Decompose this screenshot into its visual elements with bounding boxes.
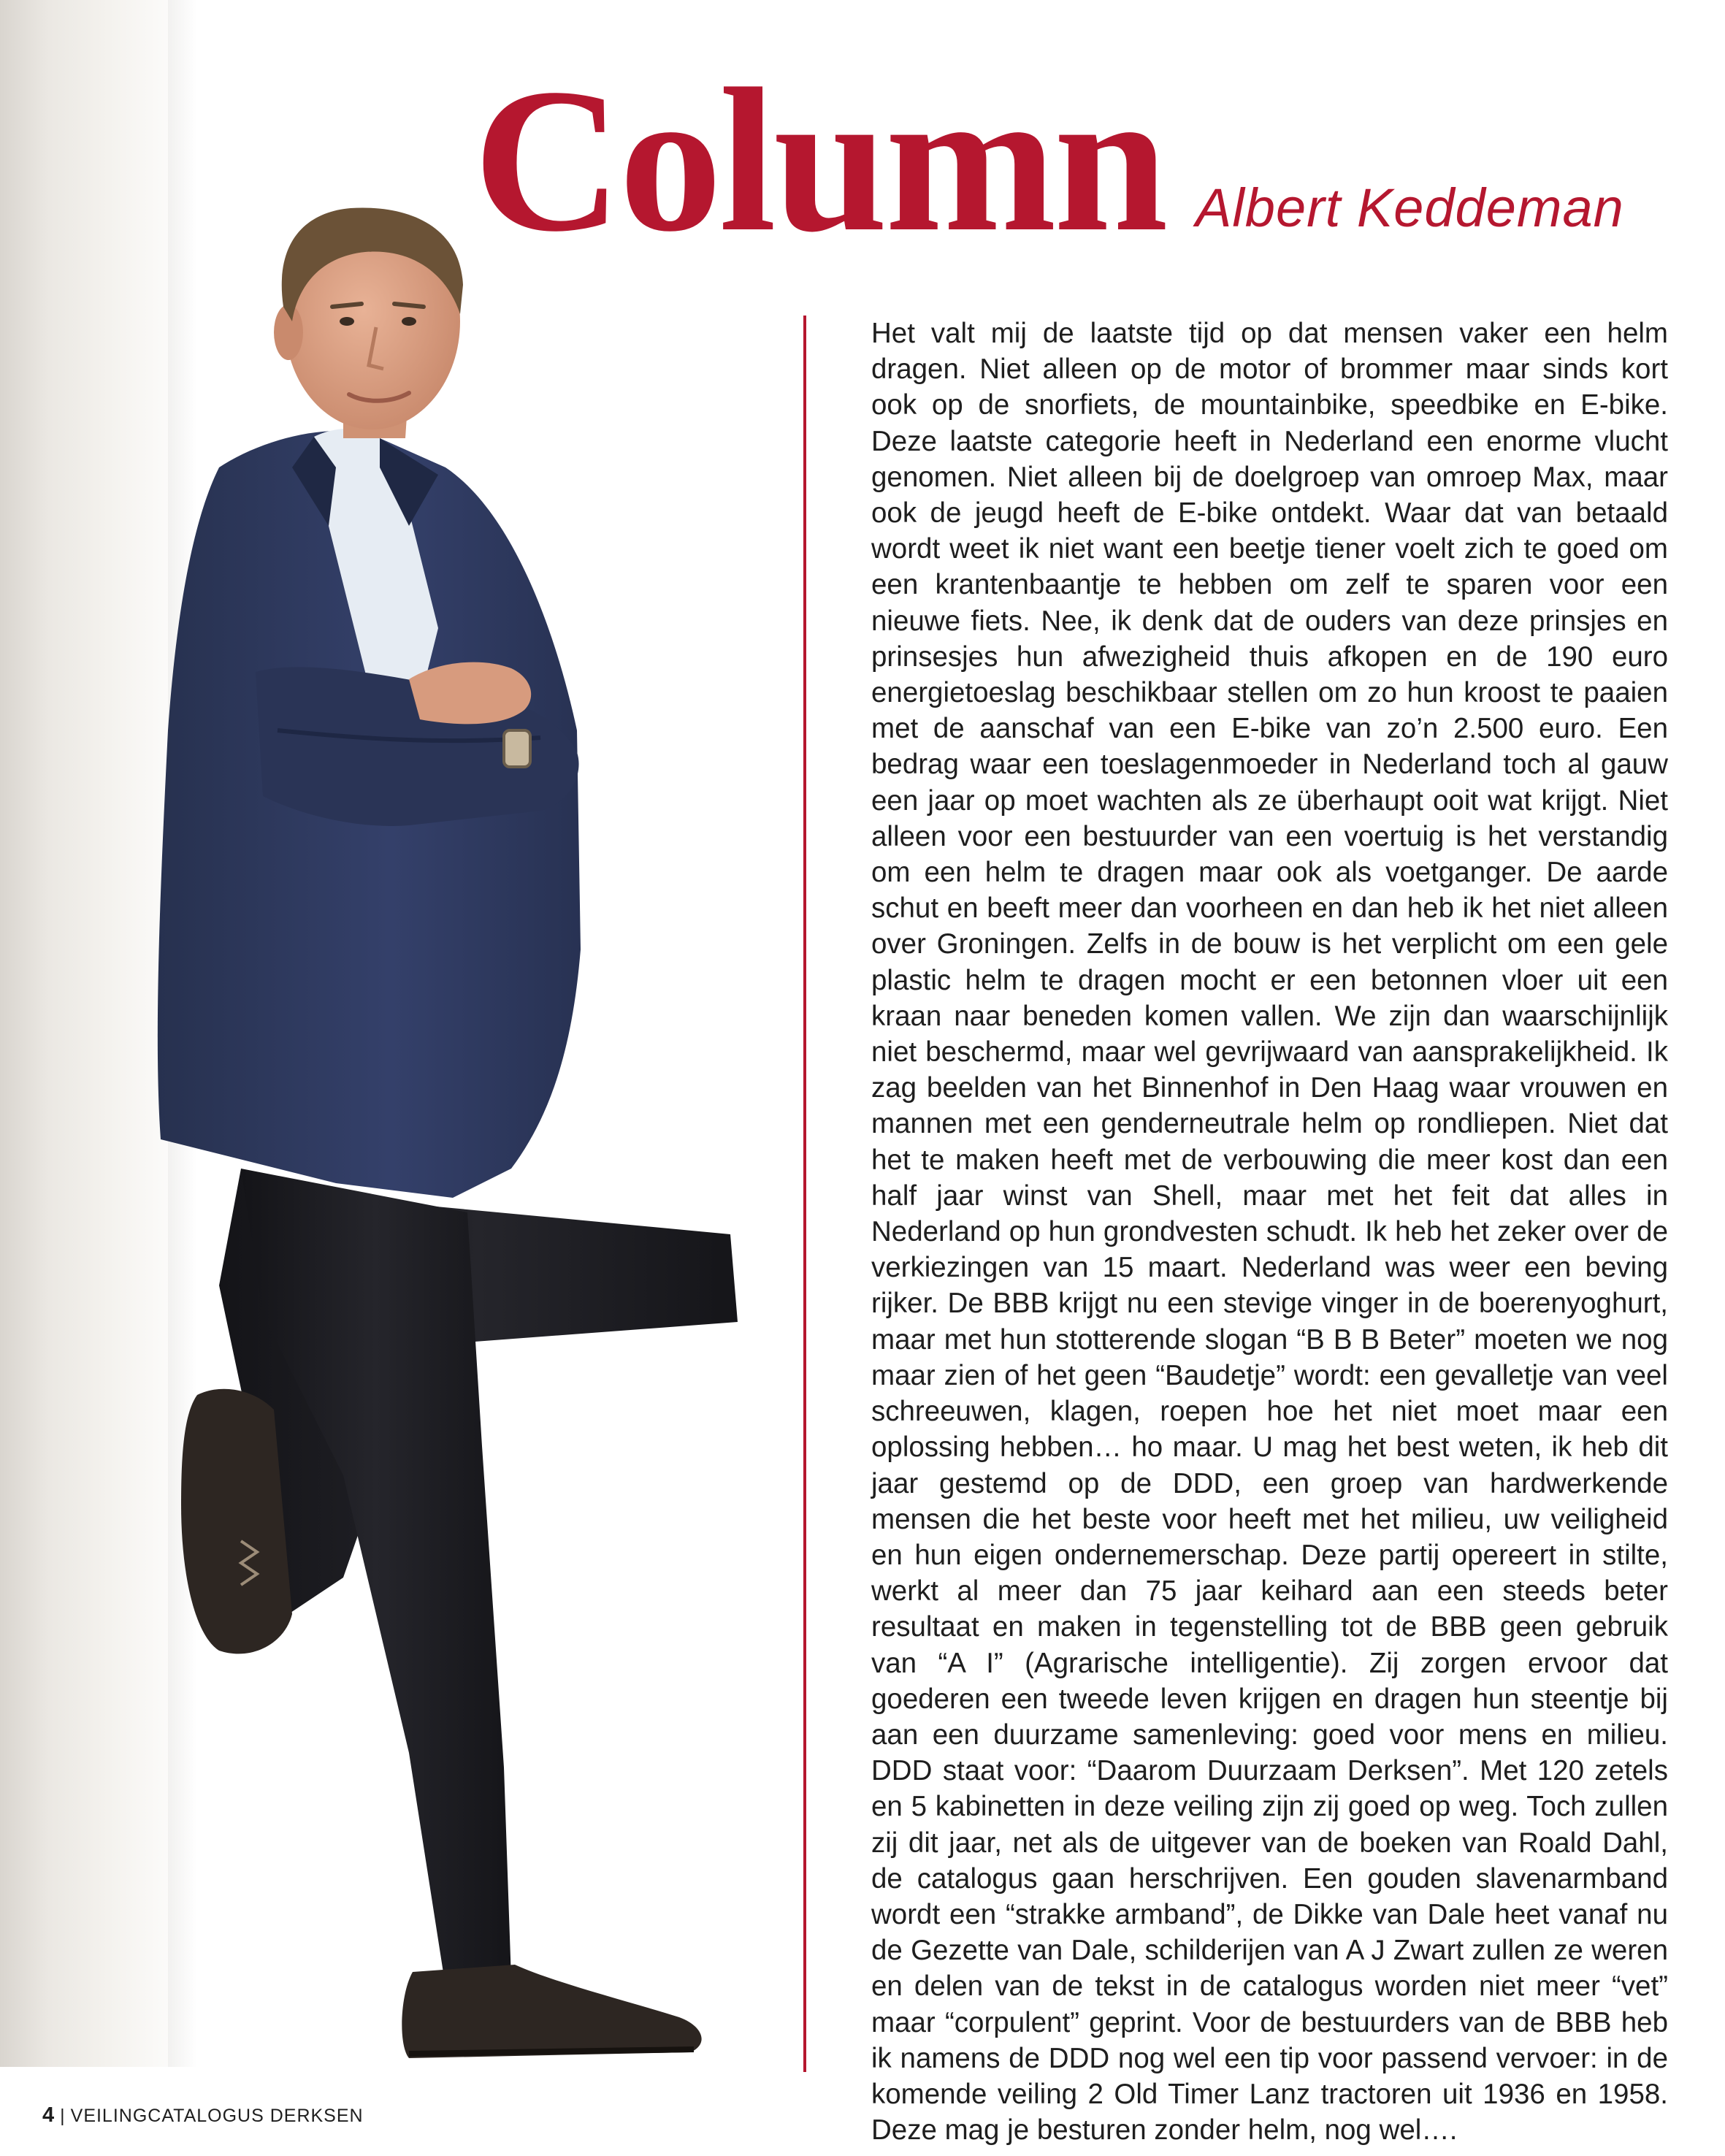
front-shoe — [402, 1965, 701, 2058]
columnist-photo — [0, 0, 774, 2156]
page-title: Column — [473, 46, 1166, 274]
publication-name: VEILINGCATALOGUS DERKSEN — [70, 2106, 364, 2126]
page-footer — [42, 2105, 364, 2126]
back-shoe — [181, 1389, 292, 1654]
columnist-figure — [0, 0, 774, 2156]
accent-rule — [803, 316, 806, 2072]
author-name: Albert Keddeman — [1196, 177, 1624, 238]
page-number: 4 — [42, 2103, 55, 2127]
hand — [409, 662, 531, 725]
wristwatch — [504, 730, 530, 767]
column-body: Het valt mij de laatste tijd op dat mensen vaker een helm dragen. Niet alleen op de motor of brommer maar sinds kort ook op de snorfiets, de mountainbike, speedbike en E-bike. Deze laatste categorie heeft in Nederland een enorme vlucht genomen. Niet alleen bij de doelgroep van omroep Max, maar ook de jeugd heeft de E-bike ontdekt. Waar dat van betaald wordt weet ik niet want een beetje tiener voelt zich te goed om een krantenbaantje te hebben om zelf te sparen voor een nieuwe fiets. Nee, ik denk dat de ouders van deze prinsjes en prinsesjes hun afwezigheid thuis afkopen en de 190 euro energietoeslag beschikbaar stellen om zo hun kroost te paaien met de aanschaf van een E-bike van zo’n 2.500 euro. Een bedrag waar een toeslagenmoeder in Nederland toch al gauw een jaar op moet wachten als ze überhaupt ooit wat krijgt. Niet alleen voor een bestuurder van een voertuig is het verstandig om een helm te dragen maar ook als voetganger. De aarde schut en beeft meer dan voorheen en dan heb ik het niet alleen over Groningen. Zelfs in de bouw is het verplicht om een gele plastic helm te dragen mocht er een betonnen vloer uit een kraan naar beneden komen vallen. We zijn dan waarschijnlijk niet beschermd, maar wel gevrijwaard van aansprakelijkheid. Ik zag beelden van het Binnenhof in Den Haag waar vrouwen en mannen met een genderneutrale helm op rondliepen. Niet dat het te maken heeft met de verbouwing die meer kost dan een half jaar winst van Shell, maar met het feit dat alles in Nederland op hun grondvesten schudt. Ik heb het zeker over de verkiezingen van 15 maart. Nederland was weer een beving rijker. De BBB krijgt nu een stevige vinger in de boerenyoghurt, maar met hun stotterende slogan “B B B Beter” moeten we nog maar zien of het geen “Baudetje” wordt: een gevalletje van veel schreeuwen, klagen, roepen hoe het niet moet maar een oplossing hebben… ho maar. U mag het best weten, ik heb dit jaar gestemd op de DDD, een groep van hardwerkende mensen die het beste voor heeft met het milieu, uw veiligheid en hun eigen ondernemerschap. Deze partij opereert in stilte, werkt al meer dan 75 jaar keihard aan een steeds beter resultaat en maken in tegenstelling tot de BBB geen gebruik van “A I” (Agrarische intelligentie). Zij zorgen ervoor dat goederen een tweede leven krijgen en dragen hun steentje bij aan een duurzame samenleving: goed voor mens en milieu. DDD staat voor: “Daarom Duurzaam Derksen”. Met 120 zetels en 5 kabinetten in deze veiling zijn zij goed op weg. Toch zullen zij dit jaar, net als de uitgever van de boeken van Roald Dahl, de catalogus gaan herschrijven. Een gouden slavenarmband wordt een “strakke armband”, de Dikke van Dale heet vanaf nu de Gezette van Dale, schilderijen van A J Zwart zullen ze weren en delen van de tekst in de catalogus worden niet meer “vet” maar “corpulent” geprint. Voor de bestuurders van de BBB heb ik namens de DDD nog wel een tip voor passend vervoer: in de komende veiling 2 Old Timer Lanz tractoren uit 1936 en 1958. Deze mag je besturen zonder helm, nog wel…. — [871, 318, 1668, 2147]
footer-separator: | — [60, 2106, 65, 2126]
